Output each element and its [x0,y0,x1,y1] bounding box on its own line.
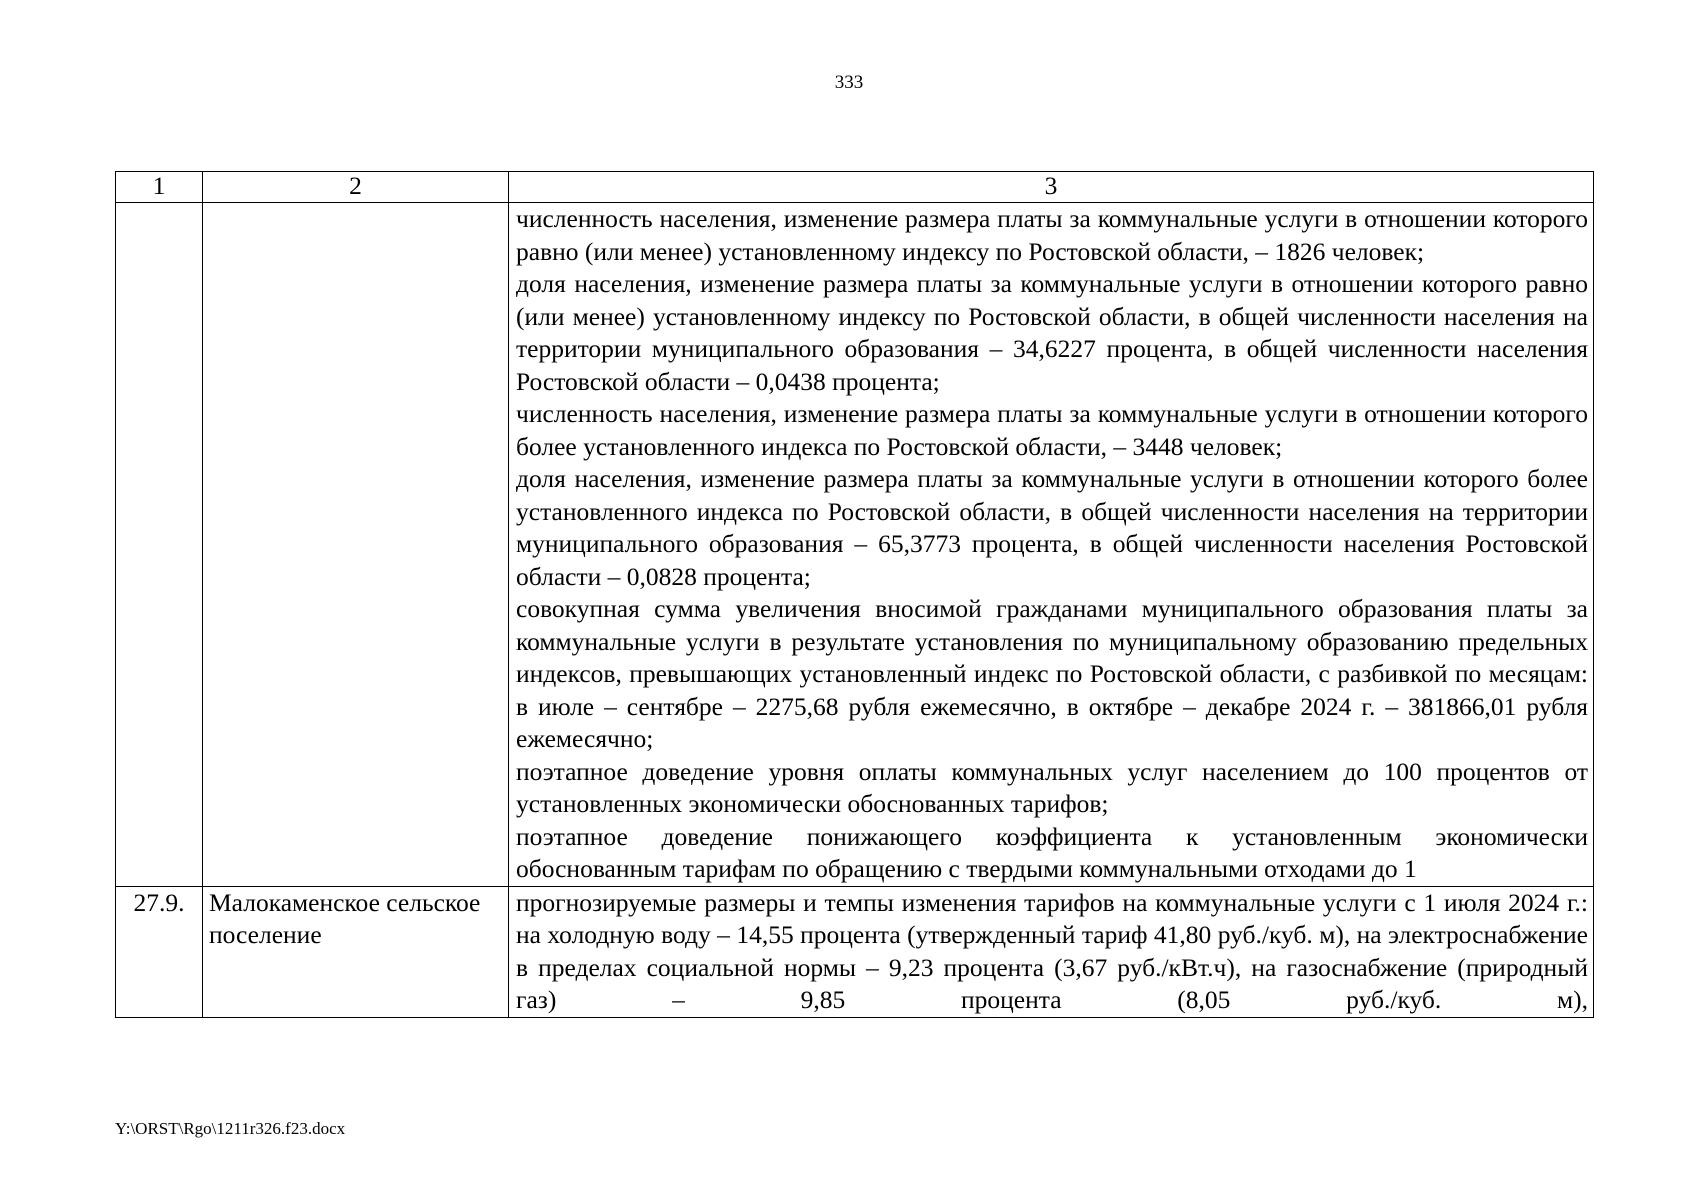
paragraph-population-share-above: доля населения, изменение размера платы за коммунальные услуги в отношении которого более установленного индекса по Ростовской области, в общей численности населения на территории муниципального образования – 65,3773 процента, в общей численности населения Ростовской области – 0,0828 процента; [516,464,1588,591]
paragraph-payment-level: поэтапное доведение уровня оплаты коммунальных услуг населением до 100 процентов от установленных экономически обоснованных тарифов; [516,756,1588,818]
table-row-continued [116,203,1594,887]
row-number-cell: 27.9. [116,886,203,1017]
page-number: 333 [834,72,864,93]
table-header-row [116,172,1594,203]
municipality-cell [203,203,509,887]
row-number-cell [116,203,203,887]
indicators-cell [509,886,1594,1017]
paragraph-population-count-above: численность населения, изменение размера платы за коммунальные услуги в отношении которого более установленного индекса по Ростовской области, – 3448 человек; [516,399,1588,461]
paragraph-total-increase-sum: совокупная сумма увеличения вносимой гражданами муниципального образования платы за коммунальные услуги в результате установления по муниципальному образованию предельных индексов, превышающих установленный индекс по Ростовской области, с разбивкой по месяцам: в июле – сентябре – 2275,68 рубля ежемесячно, в октябре – декабре 2024 г. – 381866,01 рубля ежемесячно; [516,594,1588,753]
paragraph-population-share-equal: доля населения, изменение размера платы за коммунальные услуги в отношении которого равно (или менее) установленному индексу по Ростовской области, в общей численности населения на территории муниципального образования – 34,6227 процента, в общей численности населения Ростовской области – 0,0438 процента; [516,269,1588,396]
paragraph-population-count-equal: численность населения, изменение размера платы за коммунальные услуги в отношении которого равно (или менее) установленному индексу по Ростовской области, – 1826 человек; [516,204,1588,266]
table-row-27-9 [116,886,1594,1017]
column-header-2: 2 [203,172,509,203]
column-header-3: 3 [509,172,1594,203]
document-table [115,171,1594,1018]
paragraph-waste-coefficient: поэтапное доведение понижающего коэффициента к установленным экономически обоснованным тарифам по обращению с твердыми коммунальными отходами до 1 [516,821,1588,883]
paragraph-tariff-forecast: прогнозируемые размеры и темпы изменения тарифов на коммунальные услуги с 1 июля 2024 г.: на холодную воду – 14,55 процента (утвержденный тариф 41,80 руб./куб. м), на электроснабжение в пределах социальной нормы – 9,23 процента (3,67 руб./кВт.ч), на газоснабжение (природный газ) – 9,85 процента (8,05 руб./куб. м), [516,887,1588,1014]
municipality-cell: Малокаменское сельское поселение [203,886,509,1017]
footer-file-path: Y:\ORST\Rgo\1211r326.f23.docx [115,1119,346,1138]
indicators-cell [509,203,1594,887]
column-header-1: 1 [116,172,203,203]
